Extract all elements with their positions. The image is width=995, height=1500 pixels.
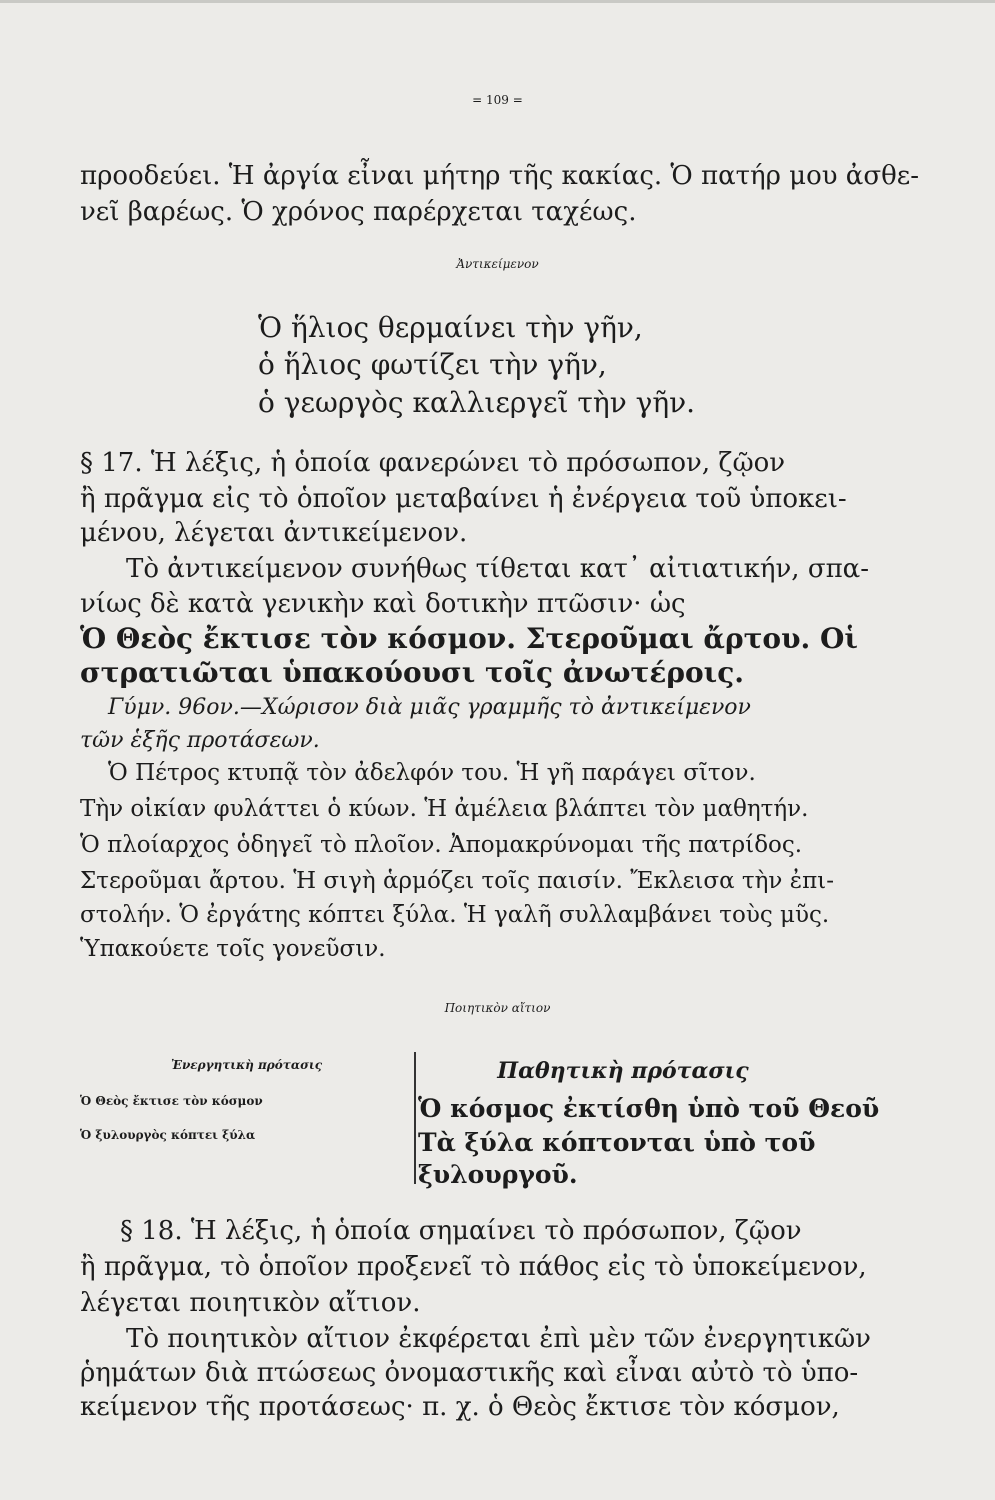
- active-voice-header: Ἐνεργητικὴ πρότασις: [170, 1058, 323, 1072]
- section-heading: Ποιητικὸν αἴτιον: [444, 1001, 551, 1015]
- paragraph-18-line: ῥημάτων διὰ πτώσεως ὀνομαστικῆς καὶ εἶναι αὐτὸ τὸ ὑπο-: [80, 1358, 859, 1388]
- exercise-heading: τῶν ἑξῆς προτάσεων.: [80, 728, 320, 753]
- paragraph-18-line: λέγεται ποιητικὸν αἴτιον.: [80, 1288, 421, 1318]
- passive-voice-header: Παθητικὴ πρότασις: [497, 1058, 749, 1084]
- page-edge: [0, 0, 995, 3]
- exercise-line: Ὁ πλοίαρχος ὁδηγεῖ τὸ πλοῖον. Ἀπομακρύνομαι τῆς πατρίδος.: [80, 832, 803, 858]
- exercise-line: Ὑπακούετε τοῖς γονεῦσιν.: [80, 936, 386, 962]
- exercise-line: Στεροῦμαι ἄρτου. Ἡ σιγὴ ἁρμόζει τοῖς παισίν. Ἔκλεισα τὴν ἐπι-: [80, 868, 834, 894]
- text-line: νεῖ βαρέως. Ὁ χρόνος παρέρχεται ταχέως.: [80, 197, 637, 227]
- paragraph-17-line: Τὸ ἀντικείμενον συνήθως τίθεται κατ᾽ αἰτιατικήν, σπα-: [126, 554, 869, 584]
- paragraph-18-line: § 18. Ἡ λέξις, ἡ ὁποία σημαίνει τὸ πρόσωπον, ζῷον: [120, 1216, 802, 1246]
- paragraph-17-line: μένου, λέγεται ἀντικείμενον.: [80, 518, 468, 548]
- active-sentence: Ὁ Θεὸς ἔκτισε τὸν κόσμον: [80, 1094, 263, 1108]
- active-sentence: Ὁ ξυλουργὸς κόπτει ξύλα: [80, 1128, 256, 1142]
- text-line: προοδεύει. Ἡ ἀργία εἶναι μήτηρ τῆς κακίας. Ὁ πατήρ μου ἀσθε-: [80, 161, 920, 191]
- paragraph-18-line: Τὸ ποιητικὸν αἴτιον ἐκφέρεται ἐπὶ μὲν τῶν ἐνεργητικῶν: [126, 1324, 871, 1354]
- paragraph-17-line: νίως δὲ κατὰ γενικὴν καὶ δοτικὴν πτῶσιν· ὡς: [80, 589, 686, 619]
- paragraph-17-line: § 17. Ἡ λέξις, ἡ ὁποία φανερώνει τὸ πρόσωπον, ζῷον: [80, 448, 786, 478]
- passive-sentence: ξυλουργοῦ.: [418, 1160, 578, 1189]
- exercise-line: στολήν. Ὁ ἐργάτης κόπτει ξύλα. Ἡ γαλῆ συλλαμβάνει τοὺς μῦς.: [80, 902, 830, 928]
- paragraph-18-line: κείμενον τῆς προτάσεως· π. χ. ὁ Θεὸς ἔκτισε τὸν κόσμον,: [80, 1392, 840, 1422]
- verse-line: Ὁ ἥλιος θερμαίνει τὴν γῆν,: [258, 311, 643, 344]
- verse-line: ὁ ἥλιος φωτίζει τὴν γῆν,: [258, 348, 607, 381]
- verse-line: ὁ γεωργὸς καλλιεργεῖ τὴν γῆν.: [258, 386, 696, 419]
- passive-sentence: Ὁ κόσμος ἐκτίσθη ὑπὸ τοῦ Θεοῦ: [418, 1094, 880, 1123]
- section-heading: Ἀντικείμενον: [456, 257, 539, 271]
- passive-sentence: Τὰ ξύλα κόπτονται ὑπὸ τοῦ: [418, 1128, 816, 1157]
- example-sentence: στρατιῶται ὑπακούουσι τοῖς ἀνωτέροις.: [80, 656, 744, 689]
- paragraph-18-line: ἢ πρᾶγμα, τὸ ὁποῖον προξενεῖ τὸ πάθος εἰς τὸ ὑποκείμενον,: [80, 1252, 867, 1282]
- paragraph-17-line: ἢ πρᾶγμα εἰς τὸ ὁποῖον μεταβαίνει ἡ ἐνέργεια τοῦ ὑποκει-: [80, 484, 847, 514]
- exercise-heading: Γύμν. 96ον.—Χώρισον διὰ μιᾶς γραμμῆς τὸ ἀντικείμενον: [108, 695, 751, 720]
- exercise-line: Ὁ Πέτρος κτυπᾷ τὸν ἀδελφόν του. Ἡ γῆ παράγει σῖτον.: [108, 760, 756, 786]
- exercise-line: Τὴν οἰκίαν φυλάττει ὁ κύων. Ἡ ἀμέλεια βλάπτει τὸν μαθητήν.: [80, 796, 809, 822]
- example-sentence: Ὁ Θεὸς ἔκτισε τὸν κόσμον. Στεροῦμαι ἄρτου. Οἱ: [80, 622, 858, 655]
- column-divider: [414, 1052, 416, 1184]
- page-number: = 109 =: [472, 93, 523, 107]
